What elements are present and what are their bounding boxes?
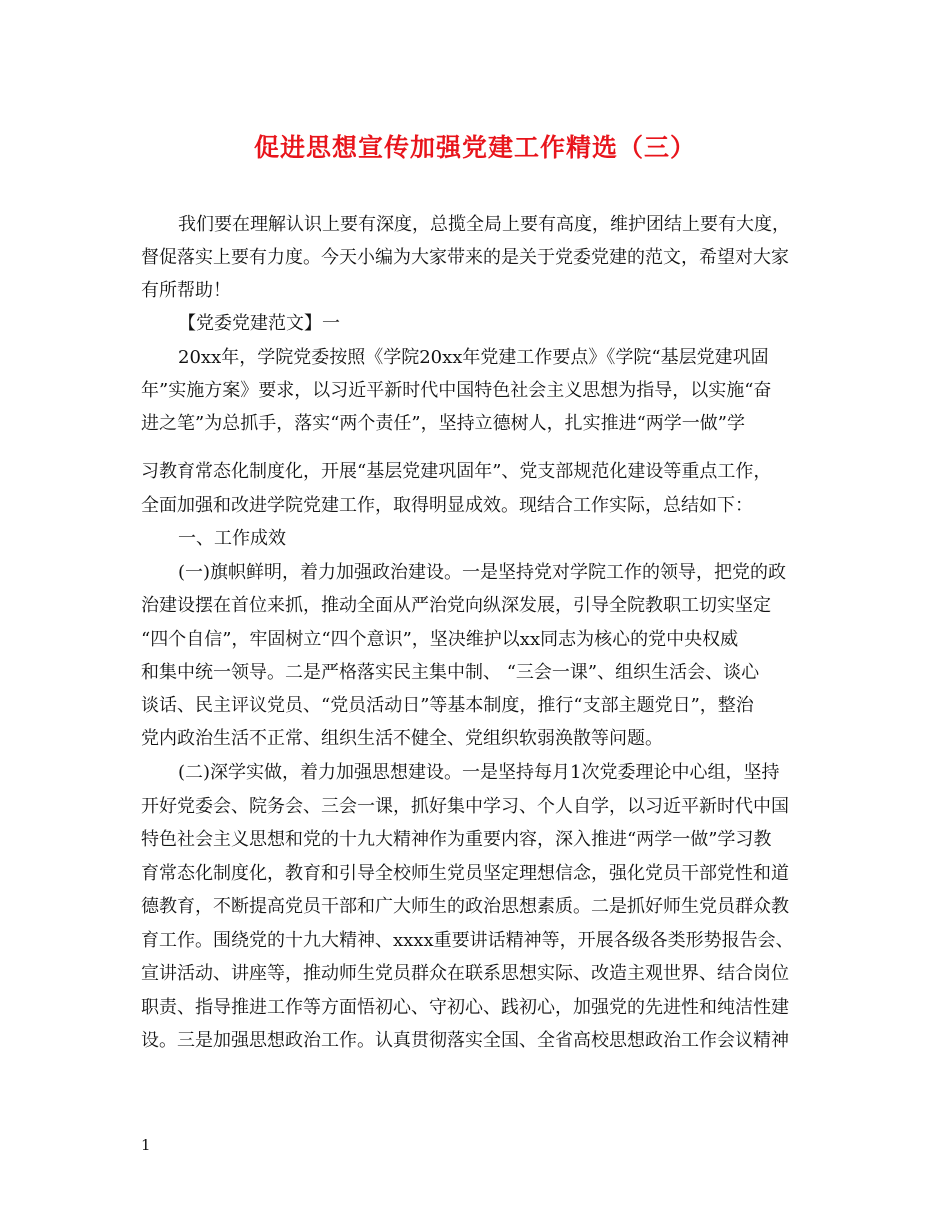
body-line: 我们要在理解认识上要有深度，总揽全局上要有高度，维护团结上要有大度， xyxy=(178,214,790,235)
body-line: (一)旗帜鲜明，着力加强政治建设。一是坚持党对学院工作的领导，把党的政 xyxy=(178,562,787,583)
body-line: 德教育，不断提高党员干部和广大师生的政治思想素质。二是抓好师生党员群众教 xyxy=(141,896,789,917)
body-line: 特色社会主义思想和党的十九大精神作为重要内容，深入推进“两学一做”学习教 xyxy=(141,829,772,850)
body-line: 育常态化制度化，教育和引导全校师生党员坚定理想信念，强化党员干部党性和道 xyxy=(141,863,789,884)
body-line: 设。三是加强思想政治工作。认真贯彻落实全国、全省高校思想政治工作会议精神 xyxy=(141,1030,789,1051)
document-title: 促进思想宣传加强党建工作精选（三） xyxy=(253,133,696,162)
body-line: 进之笔”为总抓手，落实“两个责任”，坚持立德树人，扎实推进“两学一做”学 xyxy=(141,413,746,434)
body-line: 全面加强和改进学院党建工作，取得明显成效。现结合工作实际，总结如下： xyxy=(141,495,753,516)
body-line: 育工作。围绕党的十九大精神、xxxx重要讲话精神等，开展各级各类形势报告会、 xyxy=(141,930,794,951)
body-line: 谈话、民主评议党员、“党员活动日”等基本制度，推行“支部主题党日”，整治 xyxy=(141,695,754,716)
body-line: 年”实施方案》要求，以习近平新时代中国特色社会主义思想为指导，以实施“奋 xyxy=(141,380,772,401)
body-line: (二)深学实做，着力加强思想建设。一是坚持每月1次党委理论中心组，坚持 xyxy=(178,762,780,783)
body-line: 宣讲活动、讲座等，推动师生党员群众在联系思想实际、改造主观世界、结合岗位 xyxy=(141,963,789,984)
body-line: 开好党委会、院务会、三会一课，抓好集中学习、个人自学，以习近平新时代中国 xyxy=(141,796,789,817)
section-heading: 【党委党建范文】一 xyxy=(178,313,340,334)
body-line: 和集中统一领导。二是严格落实民主集中制、 “三会一课”、组织生活会、谈心 xyxy=(141,662,760,683)
section-heading: 一、工作成效 xyxy=(178,528,286,549)
body-line: 职责、指导推进工作等方面悟初心、守初心、践初心，加强党的先进性和纯洁性建 xyxy=(141,997,789,1018)
body-line: 治建设摆在首位来抓，推动全面从严治党向纵深发展，引导全院教职工切实坚定 xyxy=(141,595,771,616)
body-line: 有所帮助！ xyxy=(141,280,231,301)
body-line: 习教育常态化制度化，开展“基层党建巩固年”、党支部规范化建设等重点工作， xyxy=(141,461,772,482)
body-line: “四个自信”，牢固树立“四个意识”，坚决维护以xx同志为核心的党中央权威 xyxy=(141,629,739,650)
body-line: 党内政治生活不正常、组织生活不健全、党组织软弱涣散等问题。 xyxy=(141,728,663,749)
body-line: 20xx年，学院党委按照《学院20xx年党建工作要点》《学院“基层党建巩固 xyxy=(178,347,769,368)
page-number: 1 xyxy=(141,1136,151,1154)
body-line: 督促落实上要有力度。今天小编为大家带来的是关于党委党建的范文，希望对大家 xyxy=(141,247,789,268)
